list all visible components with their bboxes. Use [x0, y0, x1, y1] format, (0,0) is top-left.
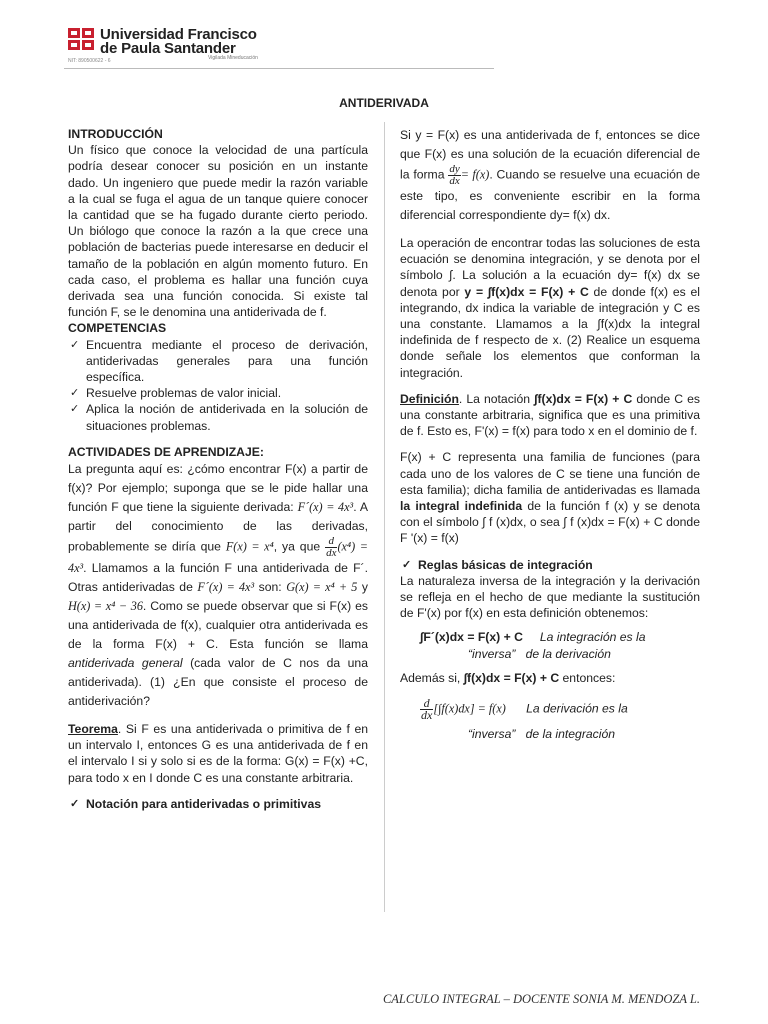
formula: ∫f(x)dx = F(x) + C [534, 391, 633, 406]
page-header [68, 26, 494, 72]
vigilada-label: Vigilada Mineducación [208, 55, 258, 61]
header-divider [64, 68, 494, 69]
competencias-heading: COMPETENCIAS [68, 321, 167, 336]
formula: F(x) = x⁴ [225, 539, 274, 554]
formula: [∫f(x)dx] = f(x) [433, 701, 506, 716]
d-dx-fraction: $\frac{d}{dx}$ [421, 696, 433, 723]
derivative-fraction: $\frac{d}{dx}$ [326, 535, 337, 560]
notacion-heading: ✓ Notación para antiderivadas o primitivas [68, 796, 368, 812]
right-column [400, 126, 700, 755]
ecuacion-diferencial-paragraph: Si y = F(x) es una antiderivada de f, entonces se dice que F(x) es una solución de la ecuación diferencial de la forma $\frac{dy}{dx}$ = f(x). Cuando se resuelve una ecuación de este tipo, es conveniente escribir en la forma diferencial correspondiente dy= f(x) dx. [400, 128, 701, 222]
university-logo-icon [68, 28, 94, 50]
integracion-paragraph: La operación de encontrar todas las soluciones de esta ecuación se denomina integración, y se denota por el símbolo ∫. La solución a la ecuación dy= f(x) dx se denota por y = ∫f(x)dx = F(x) + C de donde f(x) es el integrando, dx indica la variable de integración y C es una constante. Llamamos a la ∫f(x)dx la integral indefinida de f respecto de x. (2) Realice un esquema donde señale los elementos que conforman la integración. [400, 236, 700, 380]
formula: H(x) = x⁴ − 36 [68, 599, 143, 614]
intro-heading: INTRODUCCIÓN [68, 127, 163, 141]
formula: (x⁴) = 4x³ [68, 539, 368, 576]
formula: F´(x) = 4x³ [197, 580, 255, 595]
ademas-paragraph: Además si, ∫f(x)dx = F(x) + C entonces: [400, 670, 616, 685]
formula: = f(x) [460, 167, 490, 182]
competencia-item: ✓ Aplica la noción de antiderivada en la solución de situaciones problemas. [68, 401, 368, 433]
actividades-paragraph: La pregunta aquí es: ¿cómo encontrar F(x) a partir de f(x)? Por ejemplo; suponga que se le pide hallar una función F que tiene la siguiente derivada: F´(x) = 4x³. A partir del conocimiento de las derivadas, probablemente se diría que F(x) = x⁴, ya que $\frac{d}{dx}$ (x⁴) = 4x³. Llamamos a la función F una antiderivada de F´. Otras antiderivadas de F´(x) = 4x³ son: G(x) = x⁴ + 5 y H(x) = x⁴ − 36. Como se puede observar que si F(x) es una antiderivada de f(x), cualquier otra antiderivada es de la forma F(x) + C. Esta función se llama antiderivada general (cada valor de C nos da una antiderivada). (1) ¿En que consiste el proceso de antiderivación? [68, 462, 368, 709]
dy-dx-fraction: $\frac{dy}{dx}$ [449, 163, 460, 187]
naturaleza-paragraph: La naturaleza inversa de la integración y la derivación se refleja en el hecho de que mediante la sustitución de F'(x) por f(x) en esta definición obtenemos: [400, 573, 700, 621]
integral-formula-block: ∫F´(x)dx = F(x) + C La integración es la “inversa” de la derivación [420, 630, 646, 661]
competencia-item: ✓ Encuentra mediante el proceso de derivación, antiderivadas generales para una función específica. [68, 337, 368, 386]
formula: ∫f(x)dx = F(x) + C [463, 670, 560, 685]
intro-paragraph: Un físico que conoce la velocidad de una partícula podría desear conocer su posición en un instante dado. Un ingeniero que puede medir la razón variable a la cual se fuga el agua de un tanque quiere conocer la cantidad que se ha fugado durante cierto periodo. Un biólogo que conoce la razón a la que crece una población de bacterias puede interesarse en deducir el tamaño de la población en algún momento futuro. En cada caso, el problema es hallar una función cuya derivada sea una función conocida. Si existe tal función F, se le denomina una antiderivada de f. [68, 143, 368, 320]
actividades-heading: ACTIVIDADES DE APRENDIZAJE: [68, 444, 264, 459]
teorema-label: Teorema [68, 722, 118, 737]
university-name-line2: de Paula Santander [100, 40, 236, 57]
formula: G(x) = x⁴ + 5 [286, 580, 358, 595]
formula: F´(x) = 4x³ [297, 500, 354, 515]
definicion-label: Definición [400, 391, 459, 406]
definicion-paragraph: Definición. La notación ∫f(x)dx = F(x) + C donde C es una constante arbitraria, significa que es una primitiva de f. Esto es, F'(x) = f(x) para todo x en el dominio de f. [400, 391, 700, 439]
document-title: ANTIDERIVADA [339, 96, 429, 110]
formula: y = ∫f(x)dx = F(x) + C [464, 284, 589, 299]
reglas-heading: ✓ Reglas básicas de integración [400, 557, 700, 573]
competencia-item: ✓ Resuelve problemas de valor inicial. [68, 385, 368, 401]
nit-label: NIT: 890500622 - 6 [68, 58, 111, 64]
teorema-paragraph: Teorema. Si F es una antiderivada o primitiva de f en un intervalo I, entonces G es una antiderivada de f en el intervalo I si y solo si es de la forma: G(x) = F(x) +C, para todo x en I donde C es una constante arbitraria. [68, 722, 368, 785]
left-column [68, 126, 368, 812]
derivative-formula-block: $\frac{d}{dx}$ [∫f(x)dx] = f(x) La derivación es la “inversa” de la integración [421, 696, 628, 742]
university-name-line1: Universidad Francisco [100, 26, 257, 43]
page-footer: CALCULO INTEGRAL – DOCENTE SONIA M. MENDOZA L. [382, 992, 700, 1006]
familia-paragraph: F(x) + C representa una familia de funciones (para cada uno de los valores de C se tiene una función de esta familia); dicha familia de antiderivadas es llamada la integral indefinida de la función f (x) y se denota con el símbolo ∫ f (x)dx, o sea ∫ f (x)dx = F(x) + C donde F '(x) = f(x) [400, 450, 701, 546]
column-divider [384, 122, 385, 912]
formula: ∫F´(x)dx = F(x) + C [420, 630, 523, 645]
